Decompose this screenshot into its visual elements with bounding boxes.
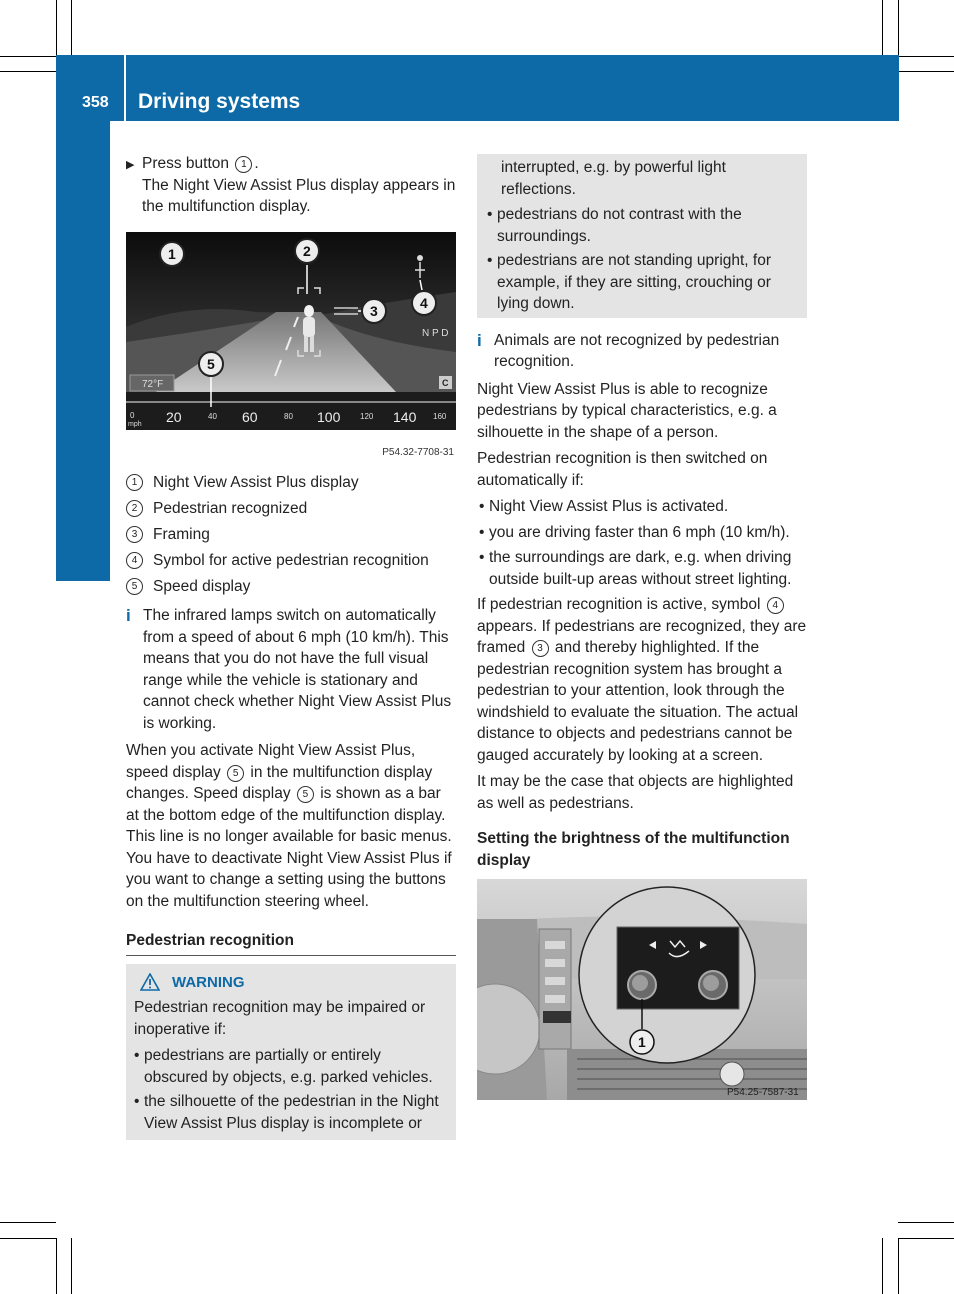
header-divider [124,55,126,121]
speed-tick-label: 80 [284,411,293,421]
legend [126,472,456,598]
page-number: 358 [82,94,109,111]
legend-item: 2 Pedestrian recognized [126,498,456,520]
callout-3 [362,299,386,323]
left-column [126,153,456,1140]
warning-box-continued: interrupted, e.g. by powerful light reflections. • pedestrians do not contrast with the surroundings. • pedestrians are not standing upright, for example, if they are sitting, crouching or lying down. [477,154,807,318]
legend-item: 4 Symbol for active pedestrian recognition [126,550,456,572]
callout-5 [199,352,223,376]
step-result: The Night View Assist Plus display appears in the multifunction display. [142,176,456,215]
warning-box [126,964,456,1141]
callout-4 [412,291,436,315]
list-item: • Night View Assist Plus is activated. [479,498,729,515]
side-tab-label: Driving and parking [68,300,97,536]
instruction-step: ▶ Press button 1 . The Night View Assist Plus display appears in the multifunction display. [126,153,456,218]
list-item: • you are driving faster than 6 mph (10 km/h). [479,523,790,541]
subheading: Setting the brightness of the multifunction display [477,830,790,869]
crop-mark [56,1238,57,1294]
arrow-icon: ▶ [126,159,135,171]
callout-2 [295,239,319,263]
dashboard-image [477,879,807,1100]
warning-title: WARNING [134,972,448,994]
speed-tick-label: 140 [393,408,417,425]
warning-bullet: • pedestrians do not contrast with the surroundings. [487,206,742,245]
speed-tick-label: 100 [317,408,341,425]
crop-mark [898,0,899,56]
c-badge: C [442,377,449,388]
crop-mark [0,71,56,72]
crop-mark [71,1238,72,1294]
warning-bullet: • pedestrians are not standing upright, for example, if they are sitting, crouching or lying down. [487,252,772,312]
crop-mark [882,0,883,56]
crop-mark [898,1222,954,1223]
figure-caption: P54.25-7587-31 [727,1087,799,1098]
crop-mark [898,56,954,57]
speed-tick-label: 60 [242,408,258,425]
info-note: i The infrared lamps switch on automatically from a speed of about 6 mph (10 km/h). This means that you do not have the full visual range while the vehicle is stationary and cannot check whether Night View Assist Plus is working. [126,605,456,734]
crop-mark [56,0,57,56]
paragraph: Night View Assist Plus is able to recognize pedestrians by typical characteristics, e.g. a silhouette in the shape of a person. [477,380,777,441]
legend-item: 5 Speed display [126,576,456,598]
callout-number: 1 [638,1034,646,1050]
paragraph: It may be the case that objects are highlighted as well as pedestrians. [477,773,794,812]
svg-text:4: 4 [420,294,428,311]
temp-display: 72°F [142,378,164,390]
crop-mark [71,0,72,56]
speed-tick-label: 160 [433,411,447,421]
legend-item: 1 Night View Assist Plus display [126,472,456,494]
section-title: Driving systems [138,90,301,113]
subheading: Pedestrian recognition [126,930,456,956]
speed-tick-label: 120 [360,411,374,421]
info-icon: i [126,606,131,625]
night-view-figure [126,232,456,464]
speed-tick-label: 0 [130,410,135,420]
info-note: i Animals are not recognized by pedestrian recognition. [477,330,807,373]
brightness-figure [477,879,807,1100]
callout-1 [160,242,184,266]
speed-tick-label: 20 [166,408,182,425]
svg-text:5: 5 [207,355,215,372]
svg-text:3: 3 [370,302,378,319]
crop-mark [0,1222,56,1223]
callout-number: 1 [235,156,252,173]
night-view-display-image [126,232,456,430]
speed-tick-label: 40 [208,411,217,421]
gear-indicator: N P D [422,327,449,339]
crop-mark [0,56,56,57]
paragraph: When you activate Night View Assist Plus, speed display 5 in the multifunction display changes. Speed display 5 is shown as a bar at the bottom edge of the multifunction display. This line is no longer available for basic menus. You have to deactivate Night View Assist Plus if you want to change a setting using the buttons on the multifunction steering wheel. [126,742,452,910]
warning-bullet: • the silhouette of the pedestrian in the Night View Assist Plus display is incomplete or [134,1093,439,1132]
figure-caption: P54.32-7708-31 [382,447,454,458]
svg-text:2: 2 [303,242,311,259]
legend-item: 3 Framing [126,524,456,546]
speed-unit: mph [128,420,142,428]
crop-mark [882,1238,883,1294]
step-text: Press button [142,155,230,172]
crop-mark [898,1238,954,1239]
crop-mark [898,1238,899,1294]
warning-bullet: • pedestrians are partially or entirely obscured by objects, e.g. parked vehicles. [134,1047,433,1086]
warning-intro: Pedestrian recognition may be impaired or inoperative if: [134,999,426,1038]
warning-icon [140,973,160,991]
svg-text:1: 1 [168,245,176,262]
paragraph: If pedestrian recognition is active, symbol 4 appears. If pedestrians are recognized, they are framed 3 and thereby highlighted. If the pedestrian recognition system has brought a pedestrian to your attention, look through the windshield to evaluate the situation. The actual distance to objects and pedestrians cannot be gauged accurately by looking at a screen. [477,596,807,764]
crop-mark [0,1238,56,1239]
info-icon: i [477,330,482,350]
crop-mark [898,71,954,72]
right-column [477,154,807,1100]
paragraph: Pedestrian recognition is then switched on automatically if: [477,450,768,489]
list-item: • the surroundings are dark, e.g. when driving outside built-up areas without street lighting. [479,549,792,588]
